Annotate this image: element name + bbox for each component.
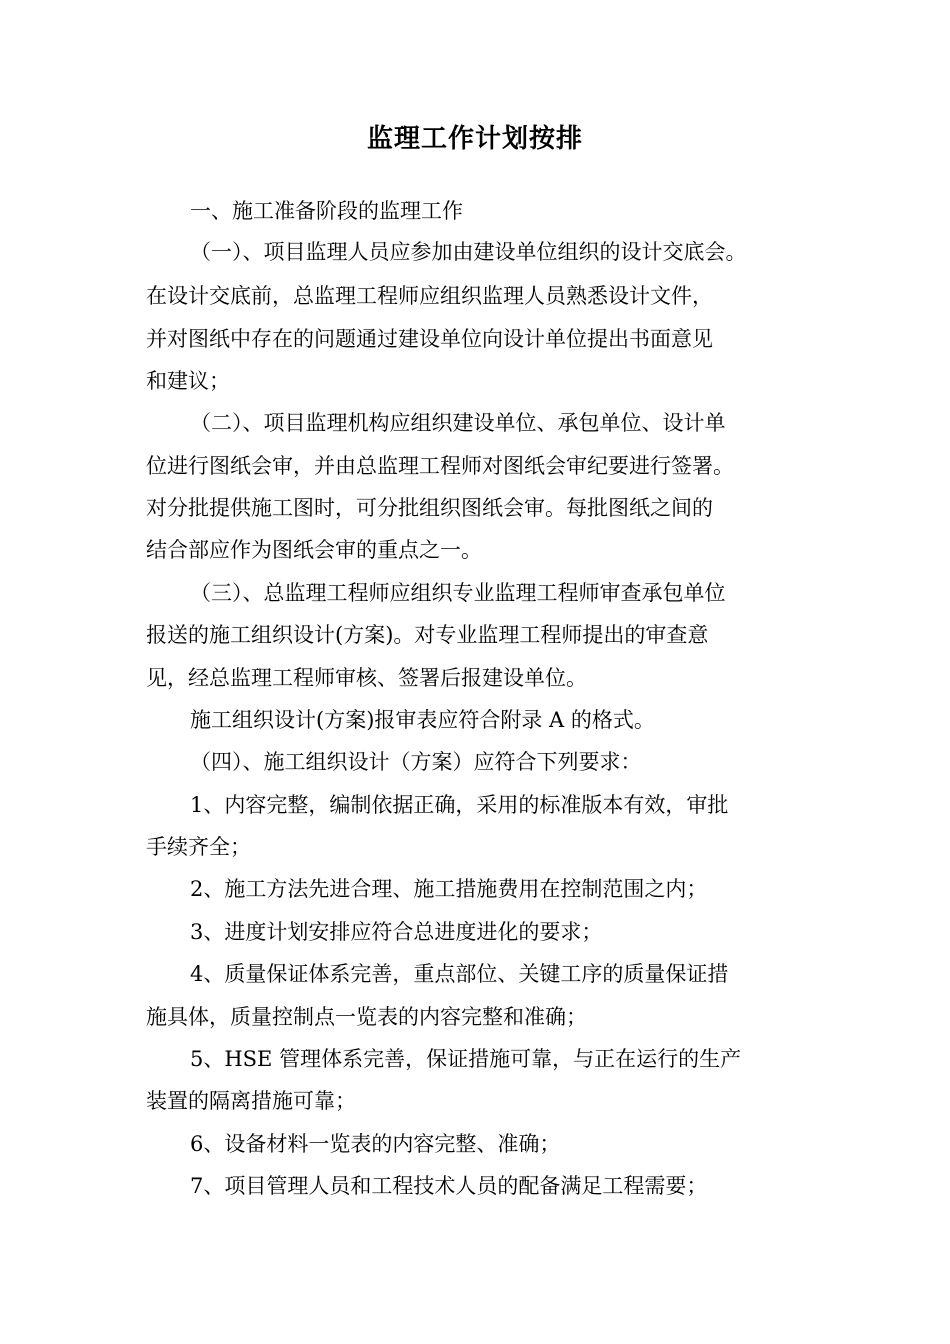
- list-item: 2、施工方法先进合理、施工措施费用在控制范围之内；: [190, 877, 708, 901]
- list-item-continuation: 施具体，质量控制点一览表的内容完整和准确；: [146, 1005, 587, 1029]
- paragraph-line: 报送的施工组织设计(方案)。对专业监理工程师提出的审查意: [146, 623, 709, 647]
- document-title: 监理工作计划按排: [366, 124, 583, 154]
- paragraph-line: 见，经总监理工程师审核、签署后报建设单位。: [146, 666, 587, 690]
- list-item: 7、项目管理人员和工程技术人员的配备满足工程需要；: [190, 1174, 708, 1198]
- paragraph-line: （一）、项目监理人员应参加由建设单位组织的设计交底会。: [190, 240, 747, 264]
- paragraph-line: （二）、项目监理机构应组织建设单位、承包单位、设计单: [190, 411, 726, 435]
- paragraph-line: 结合部应作为图纸会审的重点之一。: [146, 538, 482, 562]
- list-item: 3、进度计划安排应符合总进度进化的要求；: [190, 920, 603, 944]
- list-item: 4、质量保证体系完善，重点部位、关键工序的质量保证措: [190, 962, 729, 986]
- paragraph-line: （三）、总监理工程师应组织专业监理工程师审查承包单位: [190, 581, 726, 605]
- paragraph-line: 在设计交底前，总监理工程师应组织监理人员熟悉设计文件，: [146, 284, 713, 308]
- paragraph-line: （四）、施工组织设计（方案）应符合下列要求：: [190, 750, 642, 774]
- paragraph-line: 施工组织设计(方案)报审表应符合附录 A 的格式。: [190, 708, 655, 732]
- list-item: 5、HSE 管理体系完善，保证措施可靠，与正在运行的生产: [190, 1047, 742, 1071]
- list-item-continuation: 手续齐全；: [146, 835, 251, 859]
- paragraph-line: 位进行图纸会审，并由总监理工程师对图纸会审纪要进行签署。: [146, 454, 734, 478]
- list-item: 1、内容完整，编制依据正确，采用的标准版本有效，审批: [190, 793, 729, 817]
- paragraph-line: 对分批提供施工图时，可分批组织图纸会审。每批图纸之间的: [146, 496, 713, 520]
- section-heading: 一、施工准备阶段的监理工作: [190, 199, 463, 223]
- list-item: 6、设备材料一览表的内容完整、准确；: [190, 1132, 561, 1156]
- paragraph-line: 和建议；: [146, 369, 230, 393]
- paragraph-line: 并对图纸中存在的问题通过建设单位向设计单位提出书面意见: [146, 327, 713, 351]
- list-item-continuation: 装置的隔离措施可靠；: [146, 1089, 356, 1113]
